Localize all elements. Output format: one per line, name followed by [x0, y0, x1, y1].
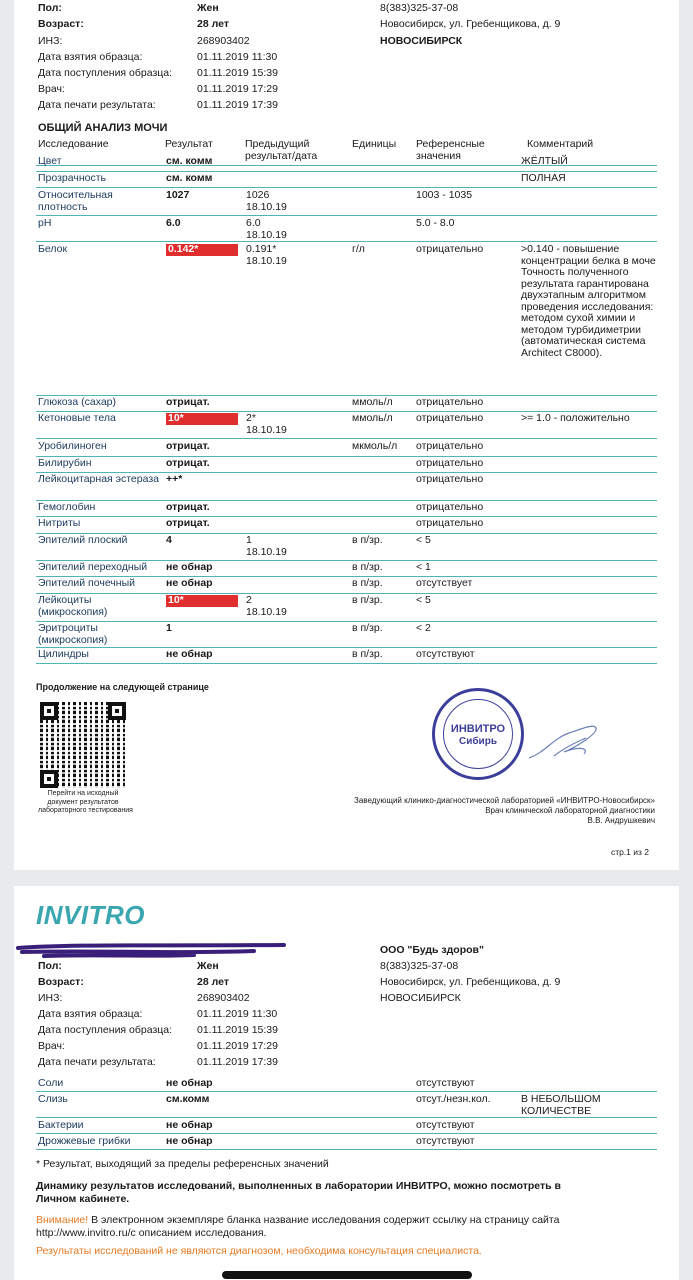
reference-range: < 5 — [416, 594, 431, 606]
sex-value: Жен — [197, 2, 219, 14]
comment: ЖЁЛТЫЙ — [521, 155, 568, 167]
lab-city: НОВОСИБИРСК — [380, 35, 463, 47]
invitro-logo: INVITRO — [36, 900, 145, 930]
doctor-value: 01.11.2019 17:29 — [197, 83, 278, 95]
disclaimer: Результаты исследований не являются диагнозом, необходима консультация специалиста. — [36, 1245, 482, 1257]
row-divider — [36, 395, 657, 396]
inz-label: ИНЗ: — [38, 35, 63, 47]
units: ммоль/л — [352, 412, 393, 424]
received-label: Дата поступления образца: — [38, 67, 173, 79]
reference-range: < 5 — [416, 534, 431, 546]
section-title: ОБЩИЙ АНАЛИЗ МОЧИ — [38, 122, 168, 134]
redaction-scribble — [14, 942, 314, 962]
age-label: Возраст: — [38, 18, 84, 30]
age-value-2: 28 лет — [197, 976, 229, 988]
received-label-2: Дата поступления образца: — [38, 1024, 173, 1036]
comment: В НЕБОЛЬШОМ КОЛИЧЕСТВЕ — [521, 1093, 601, 1117]
result-value: 0.142* — [166, 244, 238, 256]
signature-line1: Заведующий клинико-диагностической лабораторией «ИНВИТРО-Новосибирск» — [354, 796, 655, 805]
row-divider — [36, 647, 657, 648]
sex-value-2: Жен — [197, 960, 219, 972]
row-divider — [36, 593, 657, 594]
printed-value: 01.11.2019 17:39 — [197, 99, 278, 111]
printed-value-2: 01.11.2019 17:39 — [197, 1056, 278, 1068]
reference-range: отрицательно — [416, 396, 484, 408]
previous-result: 6.0 18.10.19 — [246, 217, 287, 241]
test-name: Уробилиноген — [38, 440, 107, 452]
row-divider — [36, 500, 657, 501]
result-value: не обнар — [166, 648, 213, 660]
row-divider — [36, 1091, 657, 1092]
test-name: Эпителий переходный — [38, 561, 148, 573]
test-name: Цвет — [38, 155, 62, 167]
lab-phone: 8(383)325-37-08 — [380, 2, 459, 14]
reference-range: 1003 - 1035 — [416, 189, 473, 201]
result-value: 10* — [166, 413, 238, 425]
row-divider — [36, 187, 657, 188]
row-divider — [36, 621, 657, 622]
attention-note — [36, 1214, 559, 1240]
units: в п/зр. — [352, 561, 383, 573]
previous-result: 2 18.10.19 — [246, 594, 287, 618]
result-value: 6.0 — [166, 217, 181, 229]
report-page-1 — [14, 0, 679, 870]
test-name: Кетоновые тела — [38, 412, 116, 424]
result-value: не обнар — [166, 1119, 213, 1131]
reference-range: < 2 — [416, 622, 431, 634]
result-value: см.комм — [166, 1093, 210, 1105]
row-divider — [36, 663, 657, 664]
previous-result: 0.191* 18.10.19 — [246, 243, 287, 267]
printed-label-2: Дата печати результата: — [38, 1056, 156, 1068]
lab-city-2: НОВОСИБИРСК — [380, 992, 461, 1004]
result-value: не обнар — [166, 1077, 213, 1089]
taken-value-2: 01.11.2019 11:30 — [197, 1008, 278, 1020]
col-header-units: Единицы — [352, 138, 397, 150]
col-header-result: Результат — [165, 138, 213, 150]
result-value: отрицат. — [166, 457, 210, 469]
taken-label: Дата взятия образца: — [38, 51, 143, 63]
units: в п/зр. — [352, 534, 383, 546]
comment: >= 1.0 - положительно — [521, 412, 630, 424]
age-label-2: Возраст: — [38, 976, 84, 988]
doctor-value-2: 01.11.2019 17:29 — [197, 1040, 278, 1052]
test-name: Белок — [38, 243, 68, 255]
reference-range: отрицательно — [416, 440, 484, 452]
inz-value-2: 268903402 — [197, 992, 250, 1004]
reference-range: отрицательно — [416, 243, 484, 255]
printed-label: Дата печати результата: — [38, 99, 156, 111]
reference-range: отрицательно — [416, 473, 484, 485]
comment: ПОЛНАЯ — [521, 172, 566, 184]
dynamics-note: Динамику результатов исследований, выполненных в лаборатории ИНВИТРО, можно посмотреть в Личном кабинете. — [36, 1180, 561, 1205]
row-divider — [36, 1117, 657, 1118]
reference-range: отсутствуют — [416, 1135, 475, 1147]
reference-range: отрицательно — [416, 412, 484, 424]
row-divider — [36, 516, 657, 517]
result-value: не обнар — [166, 577, 213, 589]
previous-result: 1 18.10.19 — [246, 534, 287, 558]
col-header-prev: Предыдущий результат/дата — [245, 138, 318, 162]
org-name: ООО "Будь здоров" — [380, 944, 484, 956]
reference-range: отсутствуют — [416, 1077, 475, 1089]
result-value: отрицат. — [166, 396, 210, 408]
row-divider — [36, 533, 657, 534]
result-value: отрицат. — [166, 517, 210, 529]
test-name: Лейкоцитарная эстераза — [38, 473, 159, 485]
test-name: pH — [38, 217, 52, 229]
units: в п/зр. — [352, 577, 383, 589]
reference-range: отсутствуют — [416, 1119, 475, 1131]
units: ммоль/л — [352, 396, 393, 408]
lab-address: Новосибирск, ул. Гребенщикова, д. 9 — [380, 18, 561, 30]
units: г/л — [352, 243, 365, 255]
units: мкмоль/л — [352, 440, 398, 452]
col-header-comment: Комментарий — [527, 138, 594, 150]
doctor-label-2: Врач: — [38, 1040, 65, 1052]
previous-result: 2* 18.10.19 — [246, 412, 287, 436]
page-number: стр.1 из 2 — [610, 847, 649, 857]
result-value: 10* — [166, 595, 238, 607]
result-value: отрицат. — [166, 440, 210, 452]
units: в п/зр. — [352, 648, 383, 660]
age-value: 28 лет — [197, 18, 229, 30]
test-name: Глюкоза (сахар) — [38, 396, 116, 408]
row-divider — [36, 456, 657, 457]
test-name: Гемоглобин — [38, 501, 96, 513]
row-divider — [36, 1133, 657, 1134]
received-value: 01.11.2019 15:39 — [197, 67, 278, 79]
reference-range: отрицательно — [416, 457, 484, 469]
attention-label: Внимание! — [36, 1214, 89, 1226]
previous-result: 1026 18.10.19 — [246, 189, 287, 213]
row-divider — [36, 438, 657, 439]
reference-range: отрицательно — [416, 501, 484, 513]
test-name: Относительная плотность — [38, 189, 113, 213]
received-value-2: 01.11.2019 15:39 — [197, 1024, 278, 1036]
sex-label-2: Пол: — [38, 960, 62, 972]
sex-label: Пол: — [38, 2, 62, 14]
continued-note: Продолжение на следующей странице — [36, 682, 209, 692]
home-indicator[interactable] — [222, 1271, 472, 1279]
result-value: 1 — [166, 622, 172, 634]
col-header-ref: Референсные значения — [416, 138, 485, 162]
row-divider — [36, 241, 657, 242]
taken-label-2: Дата взятия образца: — [38, 1008, 143, 1020]
qr-caption: Перейти на исходный документ результатов лабораторного тестирования — [38, 790, 133, 814]
reference-range: < 1 — [416, 561, 431, 573]
row-divider — [36, 1149, 657, 1150]
result-value: 1027 — [166, 189, 190, 201]
row-divider — [36, 215, 657, 216]
reference-range: отсутствуют — [416, 648, 475, 660]
lab-address-2: Новосибирск, ул. Гребенщикова, д. 9 — [380, 976, 561, 988]
taken-value: 01.11.2019 11:30 — [197, 51, 278, 63]
result-value: см. комм — [166, 155, 213, 167]
test-name: Эпителий почечный — [38, 577, 135, 589]
result-value: 4 — [166, 534, 172, 546]
reference-range: отсутствует — [416, 577, 473, 589]
test-name: Нитриты — [38, 517, 81, 529]
signature-line2: Врач клинической лабораторной диагностики — [485, 806, 655, 815]
inz-value: 268903402 — [197, 35, 250, 47]
test-name: Дрожжевые грибки — [38, 1135, 131, 1147]
stamp-name: ИНВИТРО — [450, 723, 506, 735]
test-name: Лейкоциты (микроскопия) — [38, 594, 108, 618]
test-name: Соли — [38, 1077, 64, 1089]
inz-label-2: ИНЗ: — [38, 992, 63, 1004]
qr-code[interactable] — [40, 702, 126, 788]
result-value: отрицат. — [166, 501, 210, 513]
units: в п/зр. — [352, 594, 383, 606]
lab-phone-2: 8(383)325-37-08 — [380, 960, 459, 972]
attention-link[interactable]: http://www.invitro.ru/с описанием исследования. — [36, 1227, 267, 1239]
signature-line3: В.В. Андрушкевич — [587, 816, 655, 825]
comment: >0.140 - повышение концентрации белка в моче Точность полученного результата гарантирована двухэтапным алгоритмом проведения исследования: методом сухой химии и методом турбидиметрии (автоматическая система Architect C8000). — [521, 243, 656, 359]
stamp-sub: Сибирь — [459, 736, 497, 747]
test-name: Бактерии — [38, 1119, 84, 1131]
test-name: Слизь — [38, 1093, 68, 1105]
result-value: ++* — [166, 473, 183, 485]
test-name: Эпителий плоский — [38, 534, 128, 546]
test-name: Билирубин — [38, 457, 92, 469]
reference-range: отрицательно — [416, 517, 484, 529]
col-header-test: Исследование — [38, 138, 109, 150]
footnote: * Результат, выходящий за пределы референсных значений — [36, 1158, 329, 1170]
result-value: не обнар — [166, 1135, 213, 1147]
reference-range: отсут./незн.кол. — [416, 1093, 491, 1105]
test-name: Прозрачность — [38, 172, 107, 184]
attention-text: В электронном экземпляре бланка название исследования содержит ссылку на страницу сайта — [88, 1214, 560, 1226]
result-value: см. комм — [166, 172, 213, 184]
report-page-2 — [14, 886, 679, 1280]
doctor-label: Врач: — [38, 83, 65, 95]
result-value: не обнар — [166, 561, 213, 573]
reference-range: 5.0 - 8.0 — [416, 217, 455, 229]
lab-stamp — [432, 688, 524, 780]
test-name: Цилиндры — [38, 648, 89, 660]
signature-scribble — [524, 718, 604, 768]
test-name: Эритроциты (микроскопия) — [38, 622, 108, 646]
units: в п/зр. — [352, 622, 383, 634]
